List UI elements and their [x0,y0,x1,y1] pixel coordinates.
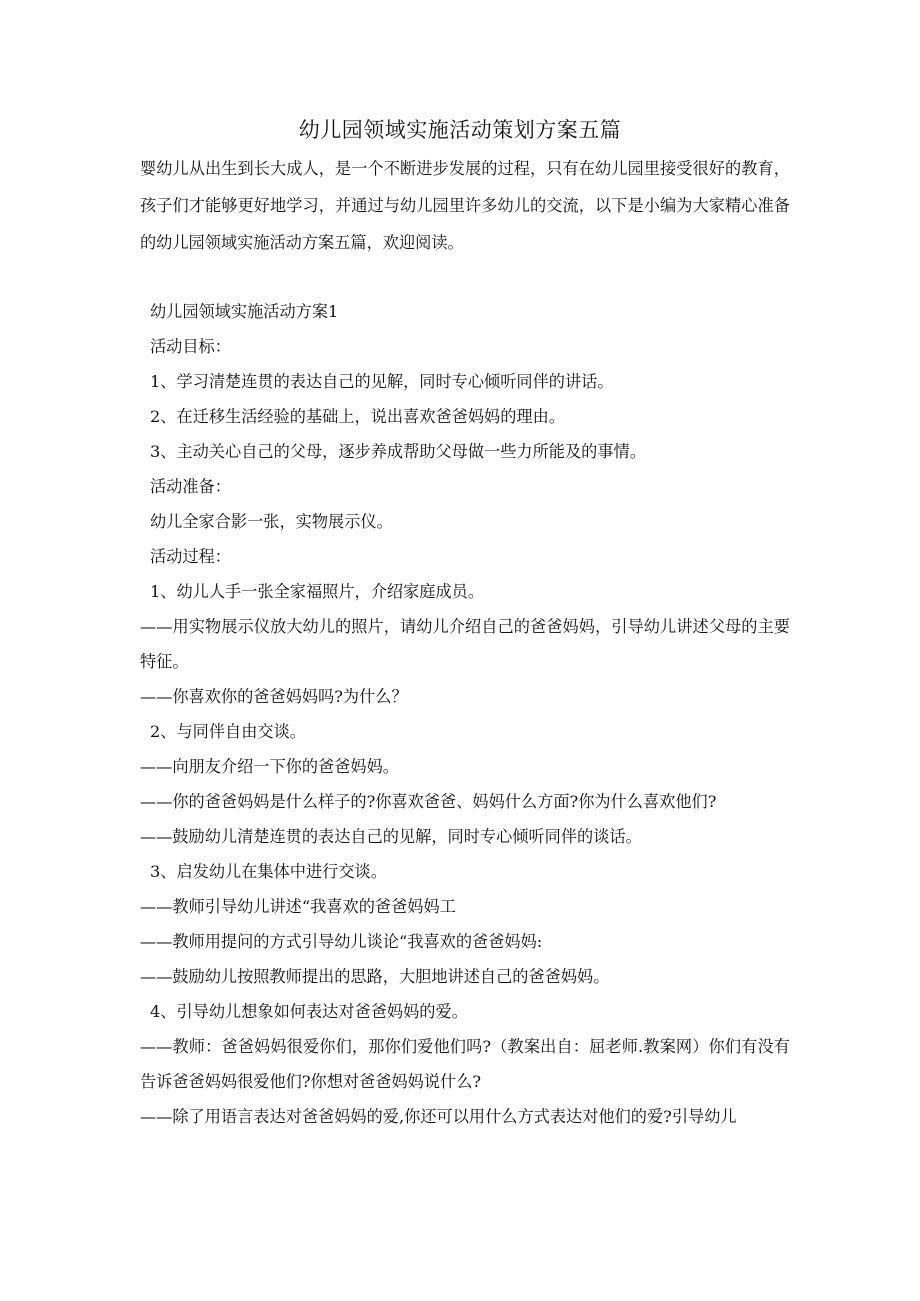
list-item: 4、引导幼儿想象如何表达对爸爸妈妈的爱。 [150,1002,468,1021]
dialogue-line: ——用实物展示仪放大幼儿的照片，请幼儿介绍自己的爸爸妈妈，引导幼儿讲述父母的主要特征。 [140,617,790,671]
section-heading: 幼儿园领域实施活动方案1 [150,302,339,321]
list-item: 1、学习清楚连贯的表达自己的见解，同时专心倾听同伴的讲话。 [150,372,614,391]
list-item: 2、在迁移生活经验的基础上，说出喜欢爸爸妈妈的理由。 [150,407,565,426]
section-label: 活动目标： [150,337,231,356]
dialogue-line: ——鼓励幼儿清楚连贯的表达自己的见解，同时专心倾听同伴的谈话。 [140,827,642,846]
list-item: 3、启发幼儿在集体中进行交谈。 [150,862,387,881]
paragraph: 幼儿全家合影一张，实物展示仪。 [150,512,393,531]
dialogue-line: ——你的爸爸妈妈是什么样子的?你喜欢爸爸、妈妈什么方面?你为什么喜欢他们? [140,792,717,811]
dialogue-line: ——教师用提问的方式引导幼儿谈论“我喜欢的爸爸妈妈: [140,932,543,951]
section-label: 活动准备： [150,477,231,496]
dialogue-line: ——教师引导幼儿讲述“我喜欢的爸爸妈妈工 [140,897,456,916]
list-item: 3、主动关心自己的父母，逐步养成帮助父母做一些力所能及的事情。 [150,442,646,461]
document-body [140,294,790,1134]
section-label: 活动过程： [150,547,231,566]
dialogue-line: ——除了用语言表达对爸爸妈妈的爱,你还可以用什么方式表达对他们的爱?引导幼儿 [140,1107,737,1126]
dialogue-line: ——教师：爸爸妈妈很爱你们，那你们爱他们吗?（教案出自：屈老师.教案网）你们有没有告诉爸爸妈妈很爱他们?你想对爸爸妈妈说什么? [140,1037,790,1091]
list-item: 1、幼儿人手一张全家福照片，介绍家庭成员。 [150,582,485,601]
intro-paragraph: 婴幼儿从出生到长大成人，是一个不断进步发展的过程，只有在幼儿园里接受很好的教育，孩子们才能够更好地学习，并通过与幼儿园里许多幼儿的交流，以下是小编为大家精心准备的幼儿园领域实施活动方案五篇，欢迎阅读。 [140,159,790,252]
list-item: 2、与同伴自由交谈。 [150,722,306,741]
dialogue-line: ——向朋友介绍一下你的爸爸妈妈。 [140,757,399,776]
dialogue-line: ——鼓励幼儿按照教师提出的思路，大胆地讲述自己的爸爸妈妈。 [140,967,610,986]
dialogue-line: ——你喜欢你的爸爸妈妈吗?为什么？ [140,687,408,706]
document-title: 幼儿园领域实施活动策划方案五篇 [298,118,622,142]
